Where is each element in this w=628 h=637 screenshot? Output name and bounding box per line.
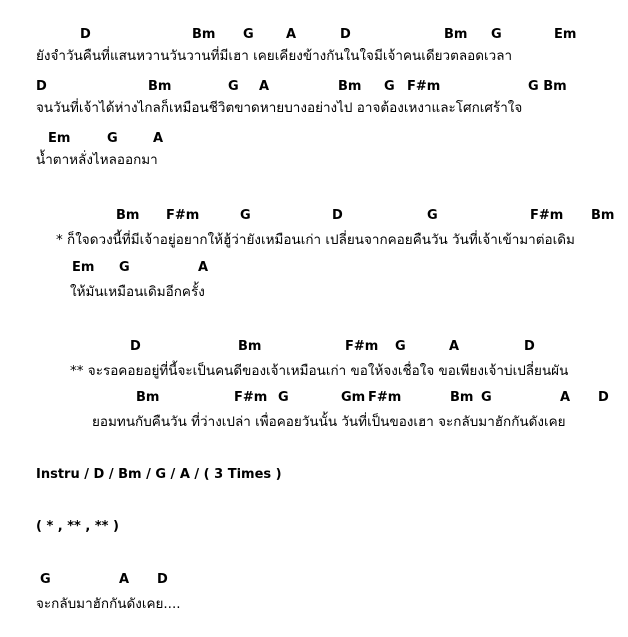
chord-label: Bm <box>238 339 262 354</box>
chord-label: F#m <box>530 208 564 223</box>
chord-label: F#m <box>234 390 268 405</box>
chord-label: G <box>107 131 118 146</box>
chord-label: G <box>384 79 395 94</box>
verse-3-chord-row <box>0 130 628 148</box>
chord-label: D <box>130 339 141 354</box>
chord-label: A <box>119 572 130 587</box>
chord-label: Bm <box>148 79 172 94</box>
chord-label: G <box>278 390 289 405</box>
verse-7-chord-row <box>0 389 628 407</box>
chord-label: A <box>560 390 571 405</box>
chord-label: G <box>228 79 239 94</box>
chord-label: Bm <box>444 27 468 42</box>
chord-label: D <box>340 27 351 42</box>
chord-label: G <box>240 208 251 223</box>
chord-label: Bm <box>136 390 160 405</box>
chord-label: Em <box>72 260 95 275</box>
chord-label: Bm <box>338 79 362 94</box>
chord-label: A <box>286 27 297 42</box>
chord-label: A <box>198 260 209 275</box>
chord-label: Em <box>554 27 577 42</box>
verse-1-lyric-line: ยังจำวันคืนที่แสนหวานวันวานที่มีเฮา เคยเคียงข้างกันในใจมีเจ้าคนเดียวตลอดเวลา <box>36 48 513 64</box>
verse-7-lyric-line: ยอมทนกับคืนวัน ที่ว่างเปล่า เพื่อคอยวันนั้น วันที่เป็นของเฮา จะกลับมาฮักกันดังเคย <box>92 414 566 430</box>
chord-label: D <box>157 572 168 587</box>
chord-label: G <box>491 27 502 42</box>
chord-label: F#m <box>407 79 441 94</box>
chord-label: D <box>332 208 343 223</box>
verse-5-chord-row <box>0 259 628 277</box>
chord-label: G <box>119 260 130 275</box>
chord-label: G Bm <box>528 79 567 94</box>
verse-3-lyric-line: น้ำตาหลั่งไหลออกมา <box>36 152 158 168</box>
chord-label: G <box>395 339 406 354</box>
verse-4-chord-row <box>0 207 628 225</box>
instrumental-line: Instru / D / Bm / G / A / ( 3 Times ) <box>36 467 282 482</box>
chord-label: D <box>36 79 47 94</box>
chord-label: F#m <box>166 208 200 223</box>
chord-label: G <box>481 390 492 405</box>
chord-label: Bm <box>450 390 474 405</box>
chord-label: G <box>427 208 438 223</box>
chord-label: D <box>524 339 535 354</box>
chord-label: A <box>259 79 270 94</box>
verse-5-lyric-line: ให้มันเหมือนเดิมอีกครั้ง <box>70 284 205 300</box>
verse-2-chord-row <box>0 78 628 96</box>
chord-label: A <box>449 339 460 354</box>
verse-1-chord-row <box>0 26 628 44</box>
repeat-sections-line: ( * , ** , ** ) <box>36 519 119 534</box>
chord-label: G <box>243 27 254 42</box>
chord-label: F#m <box>368 390 402 405</box>
outro-chord-row <box>0 571 628 589</box>
verse-6-chord-row <box>0 338 628 356</box>
chord-label: F#m <box>345 339 379 354</box>
chord-label: G <box>40 572 51 587</box>
chord-label: Bm <box>192 27 216 42</box>
chord-label: D <box>80 27 91 42</box>
chord-label: Em <box>48 131 71 146</box>
chord-label: A <box>153 131 164 146</box>
verse-2-lyric-line: จนวันที่เจ้าได้ห่างไกลก็เหมือนชีวิตขาดหายบางอย่างไป อาจต้องเหงาและโศกเศร้าใจ <box>36 100 523 116</box>
chord-label: Bm <box>116 208 140 223</box>
outro-lyric-line: จะกลับมาฮักกันดังเคย.... <box>36 596 181 612</box>
verse-6-lyric-line: ** จะรอคอยอยู่ที่นี้จะเป็นคนดีของเจ้าเหมือนเก่า ขอให้จงเชื่อใจ ขอเพียงเจ้าบ่เปลี่ยนผัน <box>70 363 569 379</box>
chord-label: Bm <box>591 208 615 223</box>
verse-4-lyric-line: * ก็ใจดวงนี้ที่มีเจ้าอยู่อยากให้ฮู้ว่ายังเหมือนเก่า เปลี่ยนจากคอยคืนวัน วันที่เจ้าเข้ามาต่อเดิม <box>56 232 575 248</box>
chord-label: Gm <box>341 390 366 405</box>
chord-label: D <box>598 390 609 405</box>
